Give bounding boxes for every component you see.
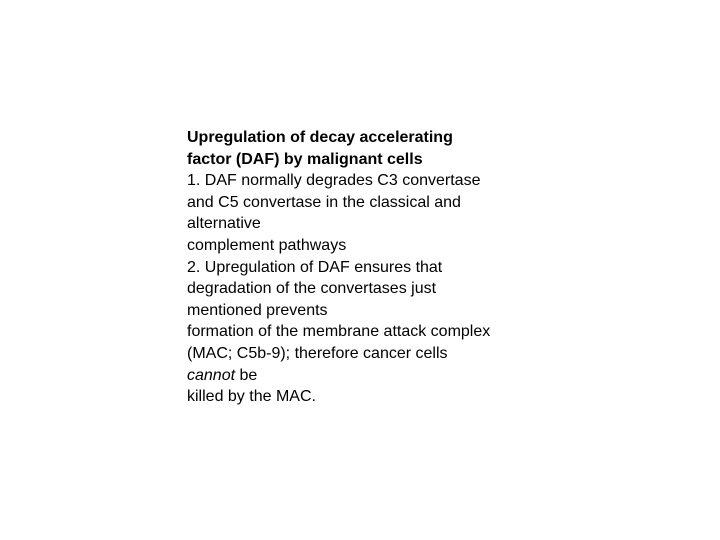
point-2-line: degradation of the convertases just xyxy=(187,280,437,298)
point-1-line: complement pathways xyxy=(187,236,347,254)
be-text: be xyxy=(235,366,258,384)
cannot-emphasis: cannot xyxy=(187,366,236,384)
point-2-line: killed by the MAC. xyxy=(187,388,316,406)
point-2-line: mentioned prevents xyxy=(187,301,328,319)
point-1-line: and C5 convertase in the classical and xyxy=(187,193,461,211)
point-2 xyxy=(187,257,547,408)
slide-text-block xyxy=(187,127,547,408)
title-line: Upregulation of decay accelerating xyxy=(187,129,453,146)
point-2-line: formation of the membrane attack complex xyxy=(187,323,491,341)
point-2-line-emphasis xyxy=(187,365,547,387)
point-2-line: 2. Upregulation of DAF ensures that xyxy=(187,258,443,276)
slide-title xyxy=(187,127,547,170)
point-2-line: (MAC; C5b-9); therefore cancer cells xyxy=(187,344,448,362)
title-line: factor (DAF) by malignant cells xyxy=(187,150,423,168)
point-1-line: alternative xyxy=(187,215,261,233)
point-1-line: 1. DAF normally degrades C3 convertase xyxy=(187,172,481,190)
point-1 xyxy=(187,170,547,256)
